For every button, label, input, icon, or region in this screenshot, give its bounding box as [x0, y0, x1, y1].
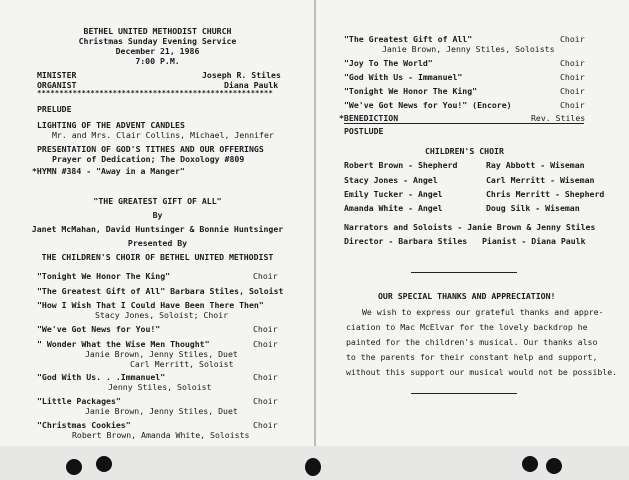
presenting-choir: THE CHILDREN'S CHOIR OF BETHEL UNITED METHODIST [41, 252, 274, 262]
thanks-heading: OUR SPECIAL THANKS AND APPRECIATION! [378, 291, 556, 301]
service-name: Christmas Sunday Evening Service [78, 36, 237, 46]
song-soloists: Stacy Jones, Soloist; Choir [95, 310, 229, 320]
song-title: " Wonder What the Wise Men Thought" [37, 339, 210, 349]
benediction-by: Rev. Stiles [531, 113, 586, 123]
postlude: POSTLUDE [344, 126, 384, 136]
song-performer: Choir [253, 271, 278, 281]
binding-hole-icon [305, 458, 321, 476]
song-title: "God With Us - Immanuel" [344, 72, 463, 82]
song-title: "The Greatest Gift of All" Barbara Stiles, Soloist [37, 286, 284, 296]
pianist-line: Pianist - Diana Paulk [482, 236, 586, 246]
candles-title: LIGHTING OF THE ADVENT CANDLES [37, 120, 185, 130]
service-date: December 21, 1986 [115, 46, 200, 56]
star-divider: ***************************************************** [37, 88, 273, 97]
choir-member: Amanda White - Angel [344, 203, 443, 213]
binding-hole-icon [96, 456, 112, 472]
thanks-text-line: painted for the children's musical. Our thanks also [346, 337, 598, 347]
song-soloists: Janie Brown, Jenny Stiles, Soloists [382, 44, 555, 54]
binding-hole-icon [522, 456, 538, 472]
minister-name: Joseph R. Stiles [202, 70, 281, 80]
song-title: "Little Packages" [37, 396, 121, 406]
song-title: "Joy To The World" [344, 58, 433, 68]
choir-member: Ray Abbott - Wiseman [486, 160, 585, 170]
childrens-choir-heading: CHILDREN'S CHOIR [425, 146, 504, 156]
minister-role: MINISTER [37, 70, 77, 80]
song-title: "Christmas Cookies" [37, 420, 131, 430]
section-rule [411, 272, 517, 273]
song-soloists: Janie Brown, Jenny Stiles, Duet [85, 349, 238, 359]
postlude-rule [344, 123, 584, 124]
candles-people: Mr. and Mrs. Clair Collins, Michael, Jennifer [52, 130, 274, 140]
choir-member: Carl Merritt - Wiseman [486, 175, 595, 185]
choir-member: Doug Silk - Wiseman [486, 203, 580, 213]
prayer-line: Prayer of Dedication; The Doxology #809 [52, 154, 245, 164]
song-performer: Choir [253, 324, 278, 334]
director-line: Director - Barbara Stiles [344, 236, 468, 246]
song-title: "Tonight We Honor The King" [37, 271, 171, 281]
section-rule [411, 393, 517, 394]
song-soloists: Janie Brown, Jenny Stiles, Duet [85, 406, 238, 416]
musical-authors: Janet McMahan, David Huntsinger & Bonnie Huntsinger [31, 224, 284, 234]
church-name: BETHEL UNITED METHODIST CHURCH [83, 26, 232, 36]
song-title: "We've Got News for You!" (Encore) [344, 100, 512, 110]
choir-member: Robert Brown - Shepherd [344, 160, 458, 170]
song-performer: Choir [560, 72, 585, 82]
organist-role: ORGANIST [37, 80, 77, 90]
binding-hole-icon [546, 458, 562, 474]
song-performer: Choir [560, 86, 585, 96]
choir-member: Chris Merritt - Shepherd [486, 189, 605, 199]
song-performer: Choir [560, 58, 585, 68]
musical-title: "THE GREATEST GIFT OF ALL" [93, 196, 222, 206]
song-performer: Choir [253, 372, 278, 382]
thanks-text-line: without this support our musical would not be possible. [346, 367, 618, 377]
song-title: "Tonight We Honor The King" [344, 86, 478, 96]
song-title: "God With Us. . .Immanuel" [37, 372, 166, 382]
song-title: "How I Wish That I Could Have Been There Then" [37, 300, 264, 310]
thanks-text-line: We wish to express our grateful thanks and appre- [362, 307, 604, 317]
thanks-text-line: ciation to Mac McElvar for the lovely backdrop he [346, 322, 588, 332]
service-time: 7:00 P.M. [135, 56, 180, 66]
thanks-text-line: to the parents for their constant help and support, [346, 352, 598, 362]
song-performer: Choir [560, 34, 585, 44]
benediction: *BENEDICTION [339, 113, 399, 123]
song-title: "The Greatest Gift of All" [344, 34, 473, 44]
song-soloists: Jenny Stiles, Soloist [108, 382, 212, 392]
choir-member: Emily Tucker - Angel [344, 189, 443, 199]
song-soloists: Carl Merritt, Soloist [130, 359, 234, 369]
hymn-line: *HYMN #384 - "Away in a Manger" [32, 166, 185, 176]
song-performer: Choir [253, 420, 278, 430]
choir-member: Stacy Jones - Angel [344, 175, 438, 185]
organist-name: Diana Paulk [224, 80, 279, 90]
presented-by: Presented By [127, 238, 188, 248]
prelude: PRELUDE [37, 104, 72, 114]
offering-title: PRESENTATION OF GOD'S TITHES AND OUR OFFERINGS [37, 144, 264, 154]
song-performer: Choir [253, 339, 278, 349]
binding-hole-icon [66, 459, 82, 475]
song-title: "We've Got News for You!" [37, 324, 161, 334]
narrators-line: Narrators and Soloists - Janie Brown & Jenny Stiles [344, 222, 596, 232]
song-performer: Choir [560, 100, 585, 110]
by-label: By [152, 210, 163, 220]
song-performer: Choir [253, 396, 278, 406]
song-soloists: Robert Brown, Amanda White, Soloists [72, 430, 250, 440]
